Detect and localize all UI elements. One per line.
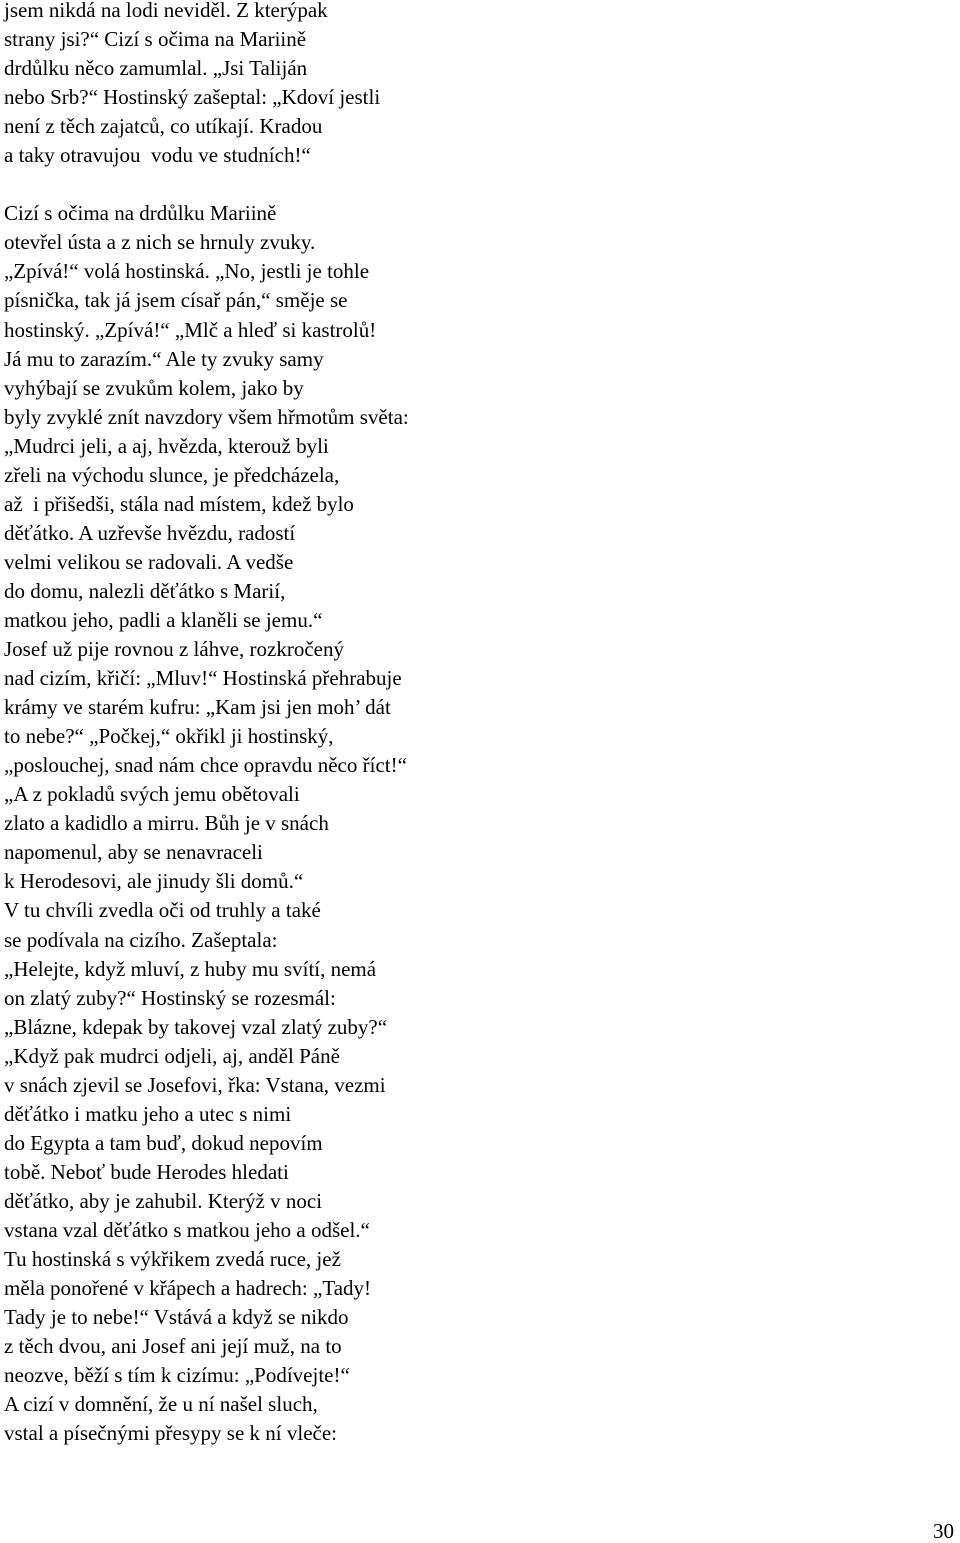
text-line: velmi velikou se radovali. A vedše: [4, 549, 294, 574]
text-line: A cizí v domnění, že u ní našel sluch,: [4, 1392, 318, 1417]
text-line: vyhýbají se zvukům kolem, jako by: [4, 375, 304, 400]
text-line: „poslouchej, snad nám chce opravdu něco říct!“: [4, 753, 407, 778]
text-line: to nebe?“ „Počkej,“ okřikl ji hostinský,: [4, 724, 334, 749]
body-text: [4, 0, 524, 1448]
text-line: tobě. Neboť bude Herodes hledati: [4, 1159, 289, 1184]
text-line: strany jsi?“ Cizí s očima na Mariině: [4, 27, 307, 52]
text-line: v snách zjevil se Josefovi, řka: Vstana, vezmi: [4, 1072, 386, 1097]
text-line: zlato a kadidlo a mirru. Bůh je v snách: [4, 811, 329, 836]
text-line: V tu chvíli zvedla oči od truhly a také: [4, 898, 321, 923]
text-line: „A z pokladů svých jemu obětovali: [4, 782, 300, 807]
text-line: Josef už pije rovnou z láhve, rozkročený: [4, 637, 344, 662]
text-line: drdůlku něco zamumlal. „Jsi Taliján: [4, 56, 308, 81]
text-line: on zlatý zuby?“ Hostinský se rozesmál:: [4, 985, 336, 1010]
text-line: byly zvyklé znít navzdory všem hřmotům světa:: [4, 404, 409, 429]
text-line: zřeli na východu slunce, je předcházela,: [4, 462, 340, 487]
text-line: děťátko i matku jeho a utec s nimi: [4, 1101, 292, 1126]
text-line: „Mudrci jeli, a aj, hvězda, kterouž byli: [4, 433, 329, 458]
text-line: vstal a písečnými přesypy se k ní vleče:: [4, 1421, 337, 1446]
text-line: písnička, tak já jsem císař pán,“ směje se: [4, 288, 348, 313]
text-line: děťátko. A uzřevše hvězdu, radostí: [4, 520, 296, 545]
text-line: otevřel ústa a z nich se hrnuly zvuky.: [4, 230, 316, 255]
text-line: nad cizím, křičí: „Mluv!“ Hostinská přehrabuje: [4, 666, 402, 691]
text-line: Cizí s očima na drdůlku Mariině: [4, 201, 277, 226]
text-line: k Herodesovi, ale jinudy šli domů.“: [4, 869, 304, 894]
text-line: děťátko, aby je zahubil. Kterýž v noci: [4, 1188, 323, 1213]
text-line: neozve, běží s tím k cizímu: „Podívejte!“: [4, 1363, 350, 1388]
text-line: až i přišedši, stála nad místem, kdež bylo: [4, 491, 354, 516]
text-line: napomenul, aby se nenavraceli: [4, 840, 263, 865]
page-number: 30: [933, 1519, 954, 1543]
text-line: „Blázne, kdepak by takovej vzal zlatý zuby?“: [4, 1014, 388, 1039]
text-line: „Když pak mudrci odjeli, aj, anděl Páně: [4, 1043, 340, 1068]
text-line: do domu, nalezli děťátko s Marií,: [4, 578, 286, 603]
blank-line: [4, 170, 524, 199]
text-line: měla ponořené v křápech a hadrech: „Tady!: [4, 1276, 372, 1301]
text-line: do Egypta a tam buď, dokud nepovím: [4, 1130, 323, 1155]
text-line: nebo Srb?“ Hostinský zašeptal: „Kdoví jestli: [4, 85, 381, 110]
text-line: vstana vzal děťátko s matkou jeho a odšel.“: [4, 1217, 370, 1242]
text-line: „Helejte, když mluví, z huby mu svítí, nemá: [4, 956, 377, 981]
text-line: matkou jeho, padli a klaněli se jemu.“: [4, 607, 323, 632]
text-line: Tady je to nebe!“ Vstává a když se nikdo: [4, 1305, 349, 1330]
text-line: „Zpívá!“ volá hostinská. „No, jestli je tohle: [4, 259, 370, 284]
text-line: z těch dvou, ani Josef ani její muž, na to: [4, 1334, 342, 1359]
text-line: Já mu to zarazím.“ Ale ty zvuky samy: [4, 346, 324, 371]
text-line: hostinský. „Zpívá!“ „Mlč a hleď si kastrolů!: [4, 317, 377, 342]
text-line: krámy ve starém kufru: „Kam jsi jen moh’ dát: [4, 695, 391, 720]
text-line: se podívala na cizího. Zašeptala:: [4, 927, 278, 952]
text-line: není z těch zajatců, co utíkají. Kradou: [4, 114, 323, 139]
text-line: jsem nikdá na lodi neviděl. Z kterýpak: [4, 0, 328, 22]
text-line: Tu hostinská s výkřikem zvedá ruce, jež: [4, 1247, 341, 1272]
text-line: a taky otravujou vodu ve studních!“: [4, 143, 311, 168]
